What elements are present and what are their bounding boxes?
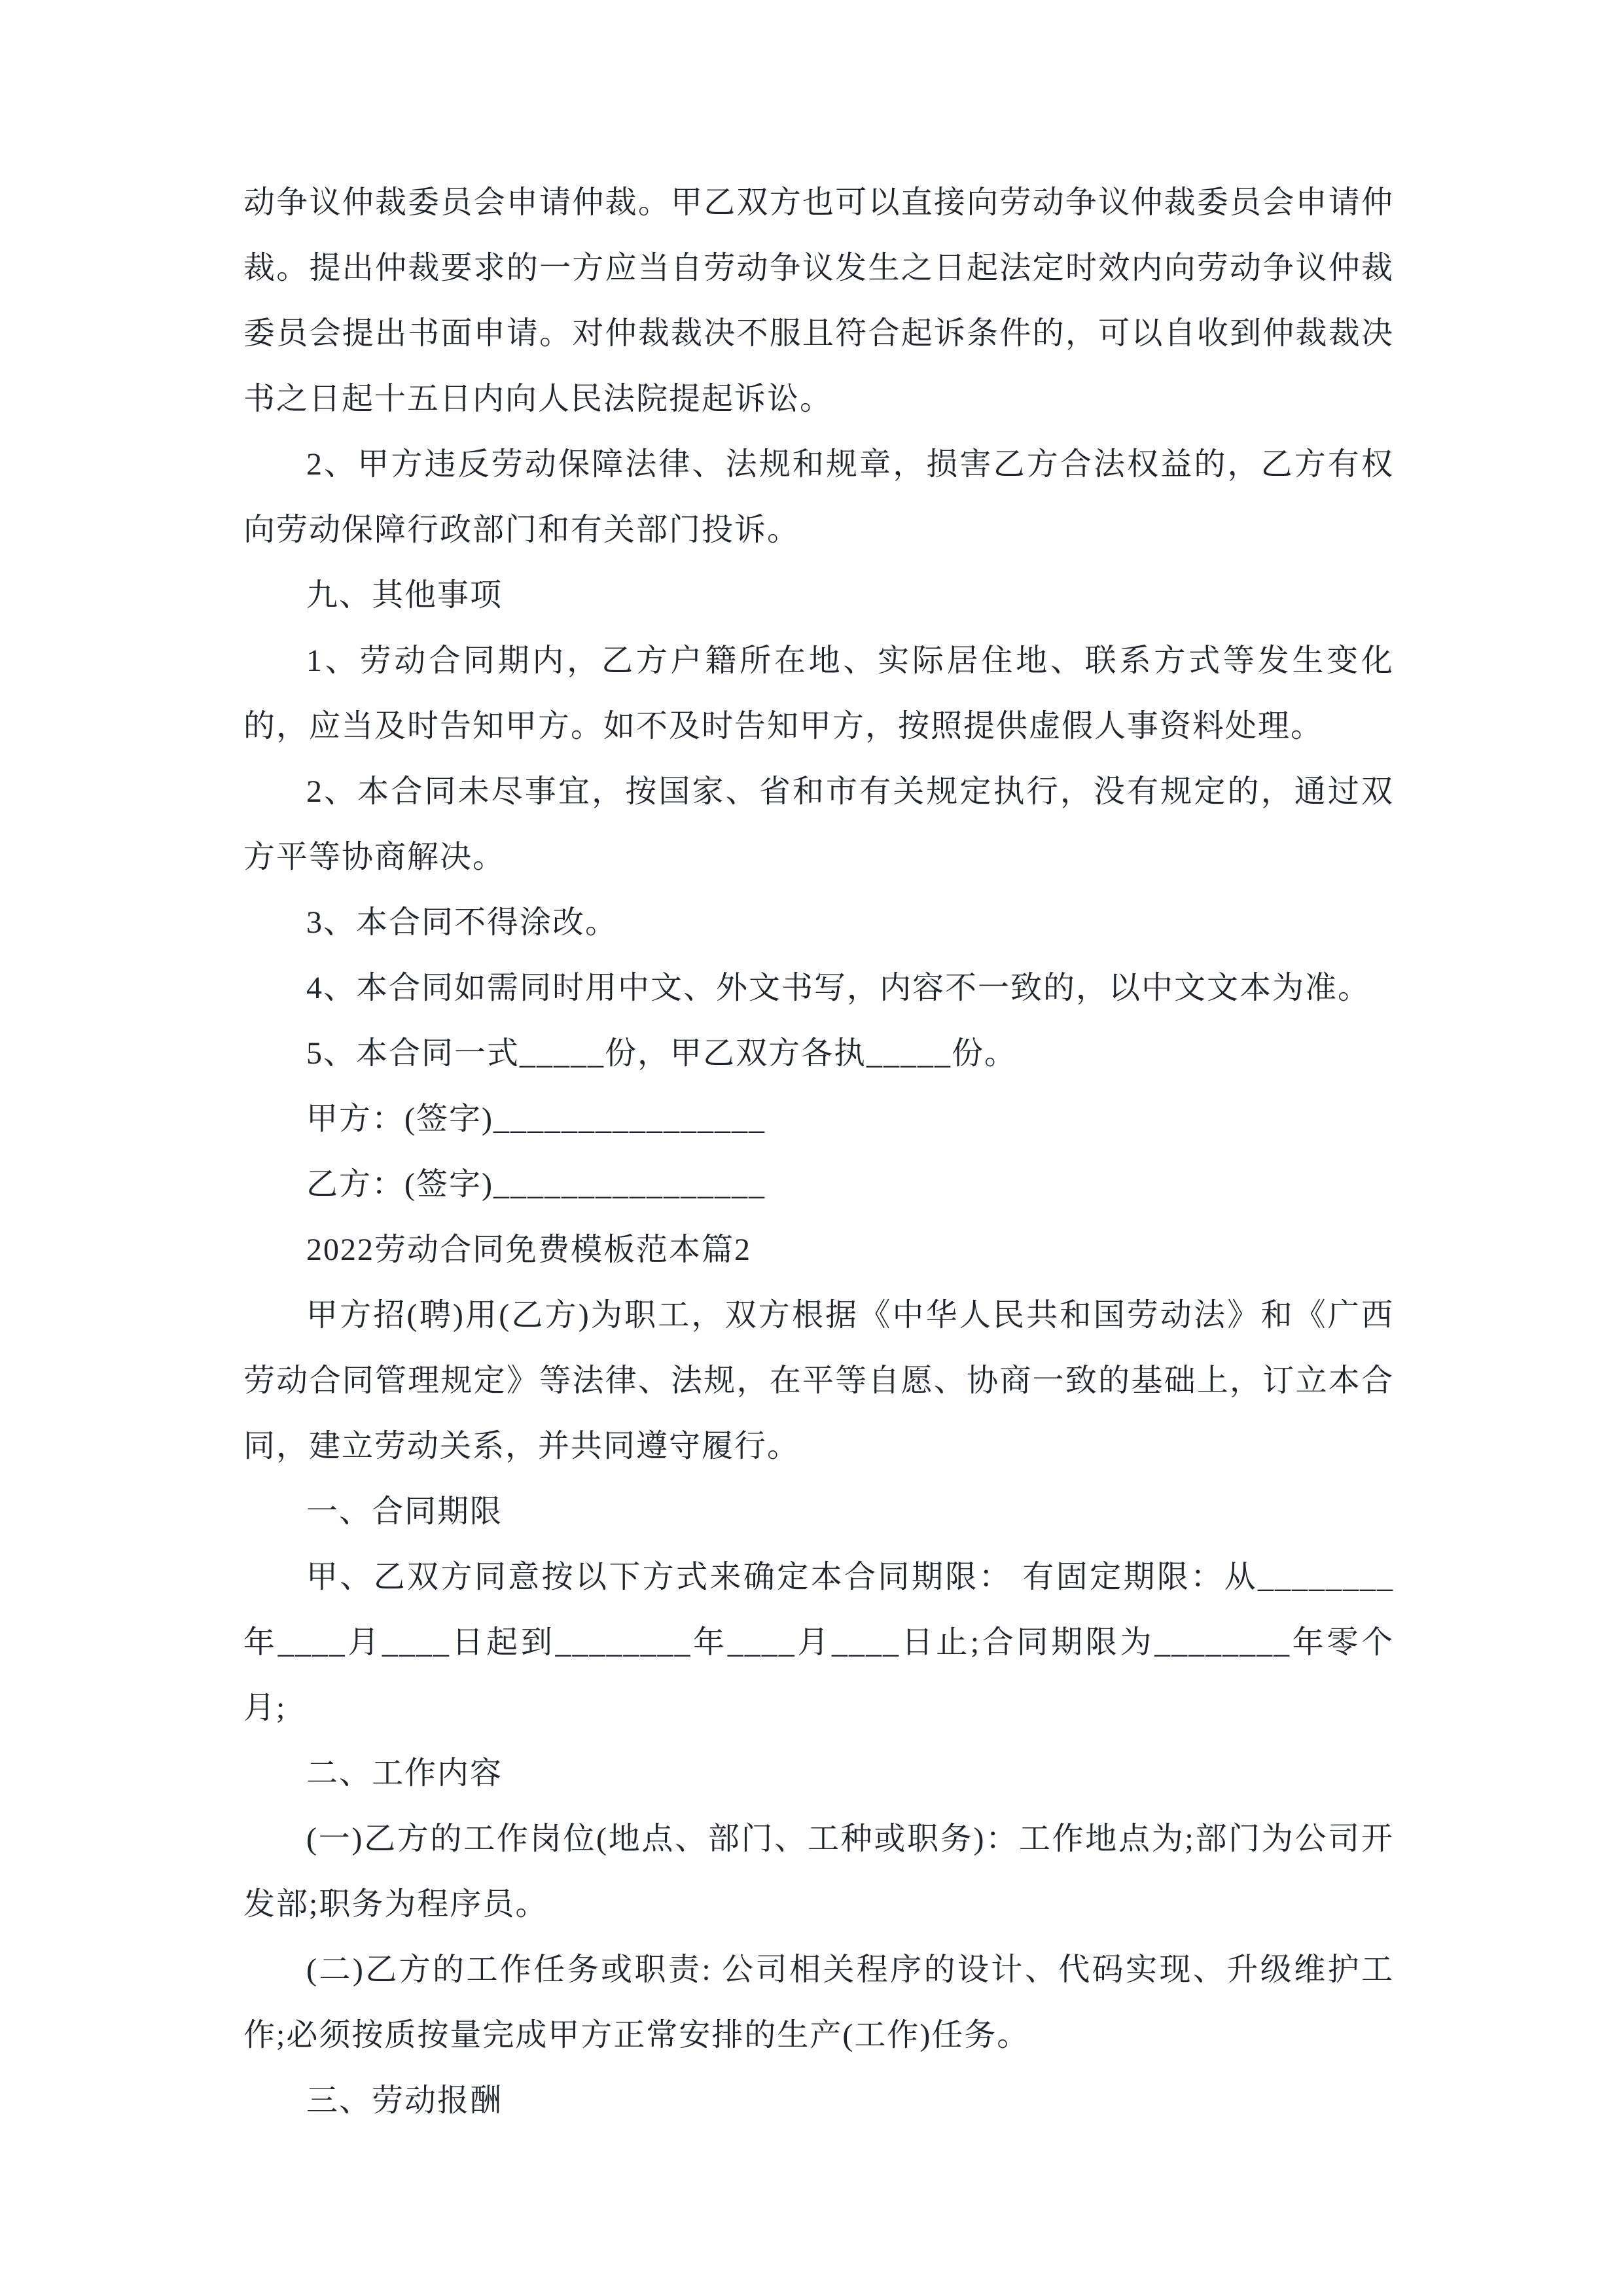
paragraph: 二、工作内容 bbox=[306, 1756, 503, 1791]
paragraph: 2、本合同未尽事宜，按国家、省和市有关规定执行，没有规定的，通过双方平等协商解决。 bbox=[243, 774, 1394, 874]
paragraph: 2022劳动合同免费模板范本篇2 bbox=[306, 1232, 752, 1267]
paragraph: 甲方招(聘)用(乙方)为职工，双方根据《中华人民共和国劳动法》和《广西劳动合同管理规定》等法律、法规，在平等自愿、协商一致的基础上，订立本合同，建立劳动关系，并共同遵守履行。 bbox=[243, 1298, 1394, 1463]
paragraph: (一)乙方的工作岗位(地点、部门、工种或职务)：工作地点为;部门为公司开发部;职务为程序员。 bbox=[243, 1821, 1394, 1922]
document-body bbox=[243, 170, 1394, 2134]
paragraph: 1、劳动合同期内，乙方户籍所在地、实际居住地、联系方式等发生变化的，应当及时告知甲方。如不及时告知甲方，按照提供虚假人事资料处理。 bbox=[243, 643, 1394, 744]
paragraph: (二)乙方的工作任务或职责: 公司相关程序的设计、代码实现、升级维护工作;必须按质按量完成甲方正常安排的生产(工作)任务。 bbox=[243, 1952, 1394, 2053]
paragraph: 一、合同期限 bbox=[306, 1494, 503, 1529]
paragraph: 三、劳动报酬 bbox=[306, 2083, 503, 2118]
paragraph: 动争议仲裁委员会申请仲裁。甲乙双方也可以直接向劳动争议仲裁委员会申请仲裁。提出仲裁要求的一方应当自劳动争议发生之日起法定时效内向劳动争议仲裁委员会提出书面申请。对仲裁裁决不服且符合起诉条件的，可以自收到仲裁裁决书之日起十五日内向人民法院提起诉讼。 bbox=[243, 185, 1394, 416]
paragraph: 4、本合同如需同时用中文、外文书写，内容不一致的，以中文文本为准。 bbox=[306, 971, 1371, 1005]
paragraph: 2、甲方违反劳动保障法律、法规和规章，损害乙方合法权益的，乙方有权向劳动保障行政部门和有关部门投诉。 bbox=[243, 447, 1394, 547]
paragraph: 甲、乙双方同意按以下方式来确定本合同期限： 有固定期限：从________年____月____日起到________年____月____日止;合同期限为________年零个月; bbox=[243, 1560, 1394, 1725]
paragraph: 3、本合同不得涂改。 bbox=[306, 905, 618, 940]
paragraph: 乙方：(签字)________________ bbox=[306, 1167, 766, 1202]
paragraph: 九、其他事项 bbox=[306, 578, 503, 613]
paragraph: 5、本合同一式_____份，甲乙双方各执_____份。 bbox=[306, 1036, 1018, 1071]
paragraph: 甲方：(签字)________________ bbox=[306, 1102, 766, 1136]
